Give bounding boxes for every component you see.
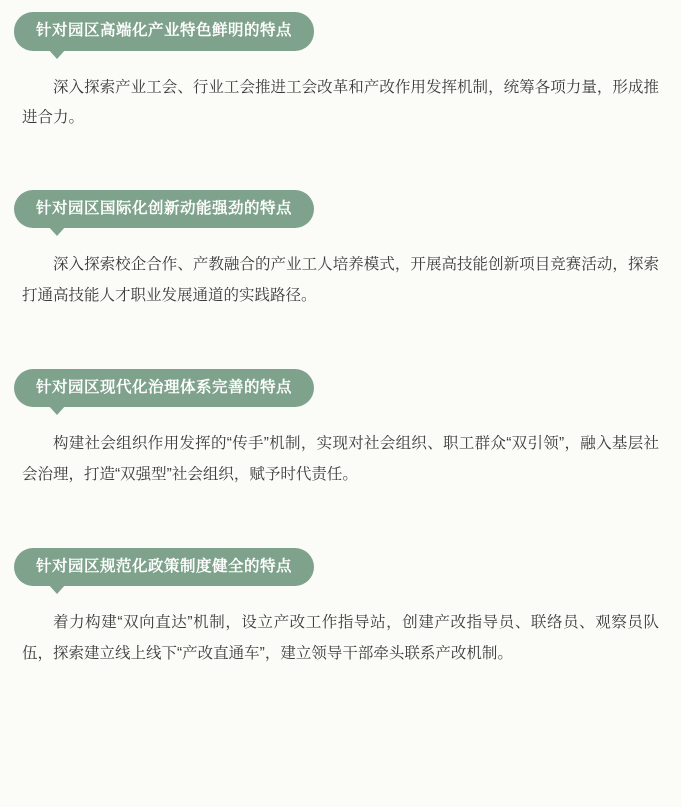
- section-4-tag-tail-icon: [48, 584, 66, 594]
- section-1-tag: [14, 12, 314, 51]
- section-3: [0, 311, 681, 490]
- section-4: [0, 490, 681, 669]
- section-2-tag: [14, 190, 314, 229]
- section-4-tag-label: 针对园区规范化政策制度健全的特点: [36, 557, 293, 575]
- section-2: [0, 133, 681, 311]
- section-2-tag-label: 针对园区国际化创新动能强劲的特点: [36, 199, 293, 217]
- section-2-paragraph: 深入探索校企合作、产教融合的产业工人培养模式，开展高技能创新项目竞赛活动，探索打通高技能人才职业发展通道的实践路径。: [22, 256, 659, 304]
- section-4-tag: [14, 548, 314, 587]
- section-1-tag-tail-icon: [48, 49, 66, 59]
- section-2-tag-wrap: [0, 190, 681, 229]
- section-1: [0, 0, 681, 133]
- section-2-tag-tail-icon: [48, 226, 66, 236]
- section-3-tag-wrap: [0, 369, 681, 408]
- section-4-tag-wrap: [0, 548, 681, 587]
- section-3-tag-tail-icon: [48, 405, 66, 415]
- section-1-tag-label: 针对园区高端化产业特色鲜明的特点: [36, 22, 293, 39]
- section-3-paragraph: 构建社会组织作用发挥的“传手”机制，实现对社会组织、职工群众“双引领”，融入基层社会治理，打造“双强型”社会组织，赋予时代责任。: [22, 435, 659, 483]
- section-3-tag: [14, 369, 314, 408]
- section-4-paragraph: 着力构建“双向直达”机制，设立产改工作指导站，创建产改指导员、联络员、观察员队伍，探索建立线上线下“产改直通车”，建立领导干部牵头联系产改机制。: [22, 614, 659, 662]
- section-3-tag-label: 针对园区现代化治理体系完善的特点: [36, 378, 293, 396]
- section-1-paragraph: 深入探索产业工会、行业工会推进工会改革和产改作用发挥机制，统筹各项力量，形成推进合力。: [22, 78, 659, 126]
- section-1-tag-wrap: [0, 12, 681, 51]
